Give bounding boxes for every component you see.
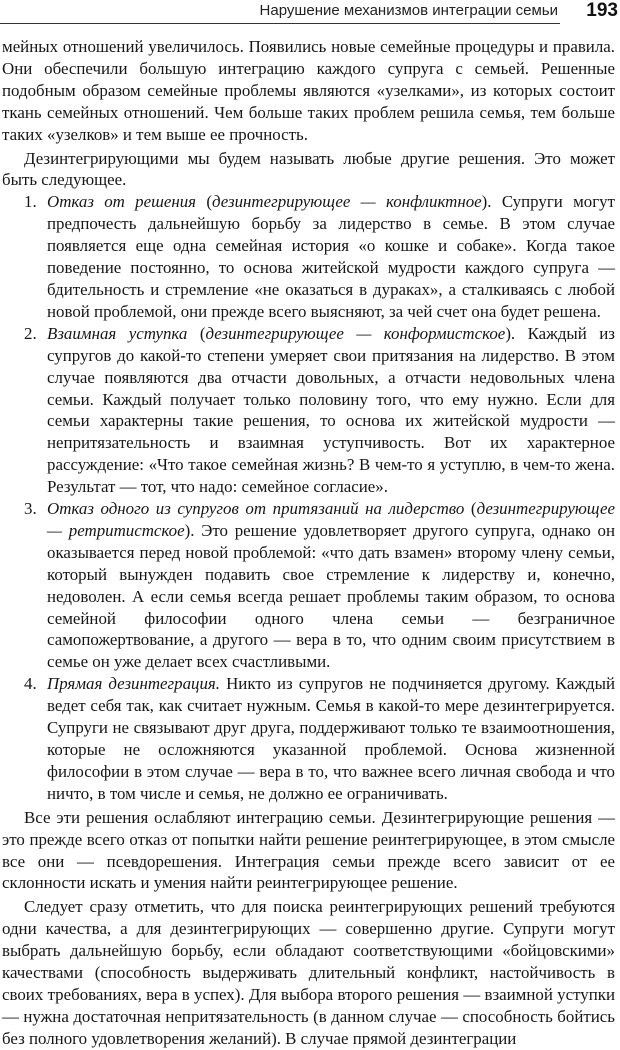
paragraph-summary: Все эти решения ослабляют интеграцию семьи. Дезинтегрирующие решения — это прежде всего отказ от попытки найти решение реинтегрирующее, в этом смысле все они — псевдорешения. Интеграция семьи прежде всего зависит от ее склонности искать и умения найти реинтегрирующее решение. xyxy=(2,807,615,893)
list-item: 1. Отказ от решения (дезинтегрирующее — конфликтное). Супруги могут предпочесть дальнейшую борьбу за лидерство в семье. В этом случае появляется еще одна семейная история «о кошке и собаке». Когда такое поведение постоянно, то основа житейской мудрости каждого супруга — бдительность и стремление «не оказаться в дураках», а сталкиваясь с любой новой проблемой, они прежде всего выясняют, за чей счет она будет решена. xyxy=(24,192,615,321)
list-item-text: Каждый из супругов до какой-то степени умеряет свои притязания на лидерство. В этом случае появляются два отчасти довольных, а отчасти недовольных члена семьи. Каждый получает только половину того, что ему нужно. Если для семьи характерны такие решения, то основа их житейской мудрости — непритязательность и взаимная уступчивость. Вот их характерное рассуждение: «Что такое семейная жизнь? В чем-то я уступлю, в чем-то жена. Результат — тот, что надо: семейное согласие». xyxy=(47,323,615,497)
header-rule xyxy=(0,23,560,24)
page-number: 193 xyxy=(586,0,618,21)
text-body xyxy=(2,36,615,1050)
list-item-number: 1. xyxy=(24,192,37,212)
list-item-term: Отказ одного из супругов от притязаний на лидерство xyxy=(47,499,465,519)
running-head xyxy=(0,0,620,26)
list-item-term: Отказ от решения xyxy=(47,192,197,212)
list-item-type: дезинтегрирующее — ретритистское xyxy=(47,499,615,540)
list-item-number: 3. xyxy=(24,499,37,519)
paragraph-qualities: Следует сразу отметить, что для поиска реинтегрирующих решений требуются одни качества, а для дезинтегрирующих — совершенно другие. Супруги могут выбрать дальнейшую борьбу, если обладают соответствующими «бойцовскими» качествами (способность выдерживать длительный конфликт, настойчивость в своих требованиях, вера в успех). Для выбора второго решения — взаимной уступки — нужна достаточная непритязательность (в данном случае — способность бойтись без полного удовлетворения желаний). В случае прямой дезинтеграции xyxy=(2,897,615,1048)
solutions-list xyxy=(2,191,615,804)
paragraph-intro-list: Дезинтегрирующими мы будем называть любые другие решения. Это может быть следующее. xyxy=(2,148,615,190)
list-item-text: Никто из супругов не подчиняется другому. Каждый ведет себя так, как считает нужным. Семья в какой-то мере дезинтегрируется. Супруги не связывают друг друга, поддерживают только те взаимоотношения, которые не осложняются указанной проблемой. Основа жизненной философии в этом случае — вера в то, что важнее всего личная свобода и что ничто, в том числе и семья, не должно ее ограничивать. xyxy=(47,674,615,803)
paragraph-continued: мейных отношений увеличилось. Появились новые семейные процедуры и правила. Они обеспечили большую интеграцию каждого супруга с семьей. Решенные подобным образом семейные проблемы являются «узелками», из которых состоит ткань семейных отношений. Чем больше таких проблем решила семья, тем больше таких «узелков» и тем выше ее прочность. xyxy=(2,37,615,144)
list-item-term: Взаимная уступка xyxy=(47,323,188,343)
list-item: 3. Отказ одного из супругов от притязаний на лидерство (дезинтегрирующее — ретритистское). Это решение удовлетворяет другого супруга, однако он оказывается перед новой проблемой: «что дать взамен» второму члену семьи, который вынужден подавить свое стремление к лидерству и, конечно, недоволен. А если семья всегда решает проблемы таким образом, то основа семейной философии одного члена семьи — безграничное самопожертвование, а другого — вера в то, что одним своим присутствием в семье он уже делает всех счастливыми. xyxy=(24,499,616,672)
list-item-text: Это решение удовлетворяет другого супруга, однако он оказывается перед новой проблемой: «что дать взамен» второму члену семьи, который вынужден подавить свое стремление к лидерству и, конечно, недоволен. А если семья всегда решает проблемы таким образом, то основа семейной философии одного члена семьи — безграничное самопожертвование, а другого — вера в то, что одним своим присутствием в семье он уже делает всех счастливыми. xyxy=(47,520,616,672)
running-title: Нарушение механизмов интеграции семьи xyxy=(259,2,558,19)
list-item xyxy=(2,673,615,804)
list-item-type: дезинтегрирующее — конформистское xyxy=(205,323,506,343)
list-item-term: Прямая дезинтеграция. xyxy=(47,674,221,694)
list-item-number: 2. xyxy=(24,323,37,343)
list-item-number: 4. xyxy=(24,674,37,694)
list-item-type: дезинтегрирующее — конфликтное xyxy=(211,192,482,212)
list-item: 2. Взаимная уступка (дезинтегрирующее — конформистское). Каждый из супругов до какой-то степени умеряет свои притязания на лидерство. В этом случае появляются два отчасти довольных, а отчасти недовольных члена семьи. Каждый получает только половину того, что ему нужно. Если для семьи характерны такие решения, то основа их житейской мудрости — непритязательность и взаимная уступчивость. Вот их характерное рассуждение: «Что такое семейная жизнь? В чем-то я уступлю, в чем-то жена. Результат — тот, что надо: семейное согласие». xyxy=(24,323,615,497)
list-item-text: Супруги могут предпочесть дальнейшую борьбу за лидерство в семье. В этом случае появляется еще одна семейная история «о кошке и собаке». Когда такое поведение постоянно, то основа житейской мудрости каждого супруга — бдительность и стремление «не оказаться в дураках», а сталкиваясь с любой новой проблемой, они прежде всего выясняют, за чей счет она будет решена. xyxy=(47,192,615,321)
